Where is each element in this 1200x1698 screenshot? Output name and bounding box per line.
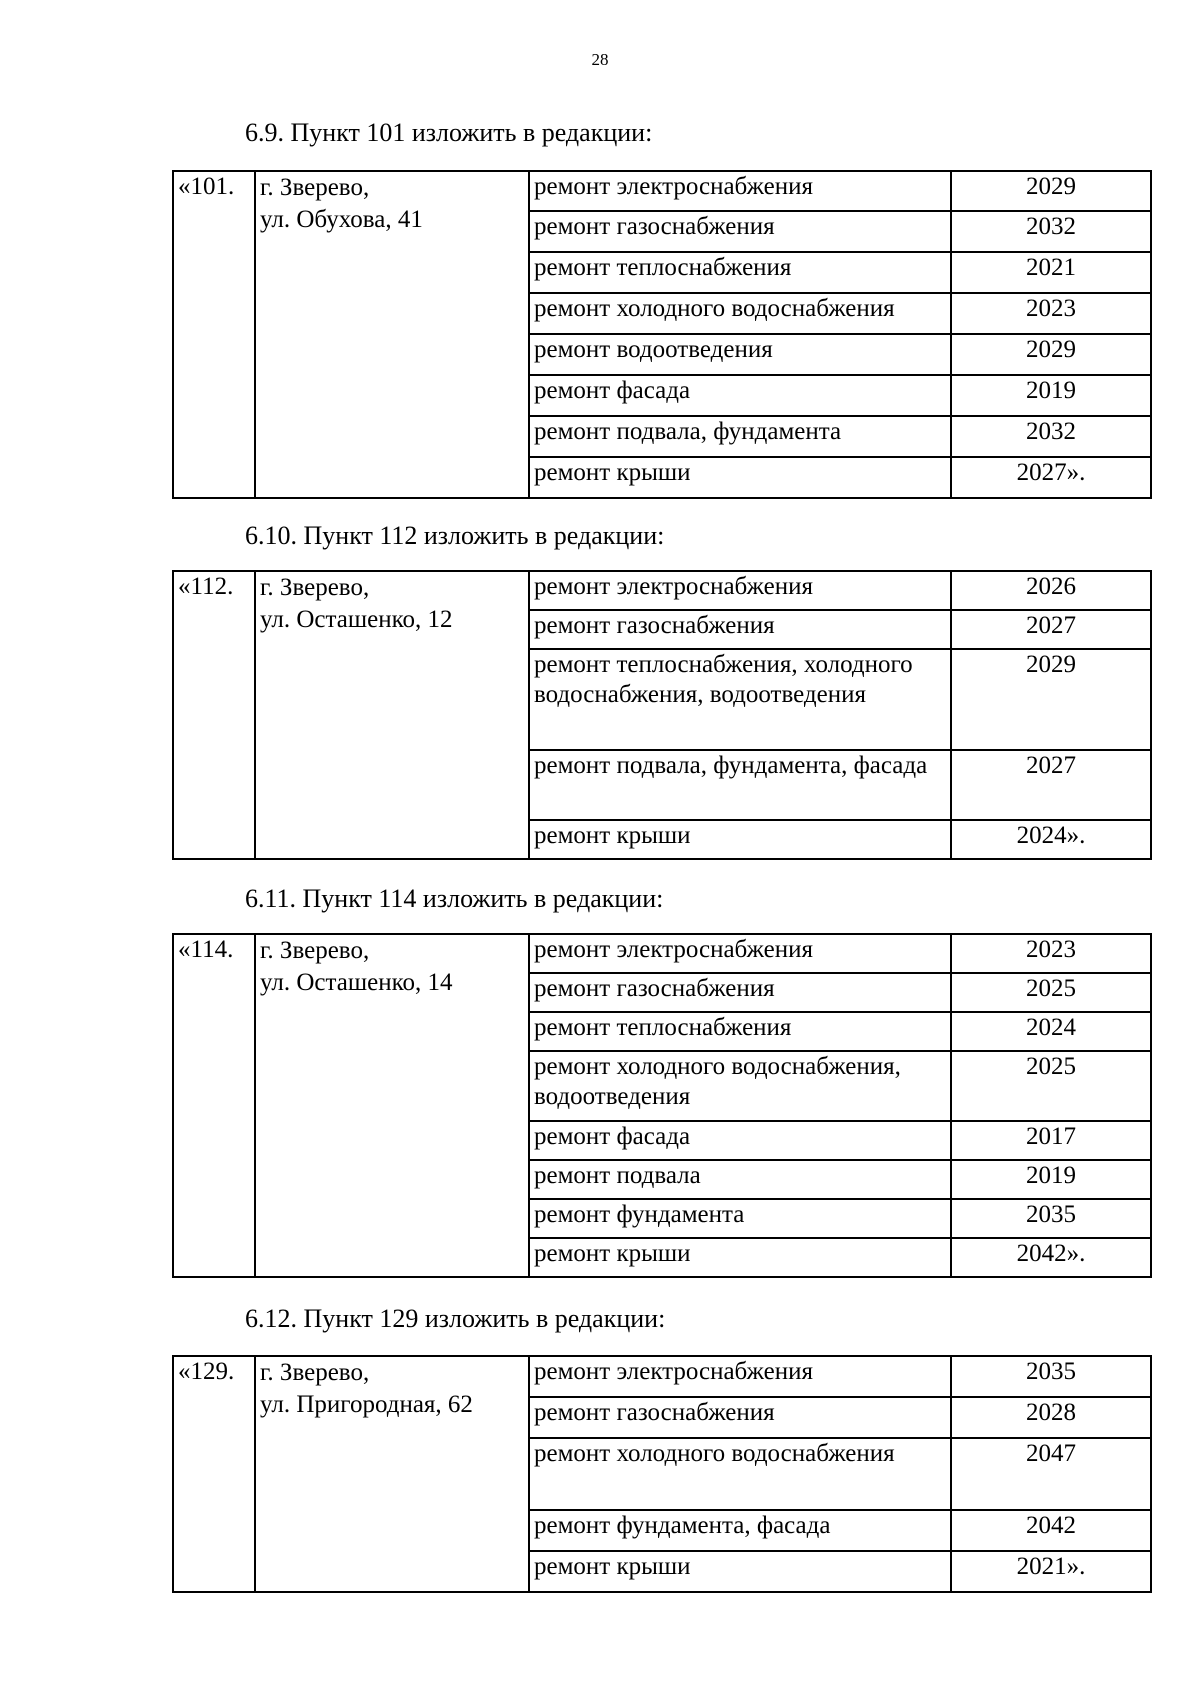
work-name: ремонт электроснабжения [529, 1356, 951, 1397]
work-name: ремонт теплоснабжения, холодного водоснабжения, водоотведения [529, 649, 951, 750]
address-city: г. Зверево, [260, 937, 370, 964]
address-street: ул. Обухова, 41 [260, 206, 423, 233]
work-name: ремонт фундамента, фасада [529, 1510, 951, 1551]
work-name: ремонт крыши [529, 820, 951, 859]
work-name: ремонт фасада [529, 1121, 951, 1160]
work-year: 2042». [951, 1238, 1151, 1277]
work-name: ремонт электроснабжения [529, 571, 951, 610]
address-city: г. Зверево, [260, 1359, 370, 1386]
work-year: 2027 [951, 610, 1151, 649]
work-name: ремонт крыши [529, 1238, 951, 1277]
work-year: 2026 [951, 571, 1151, 610]
section-heading: 6.9. Пункт 101 изложить в редакции: [245, 118, 653, 147]
work-name: ремонт газоснабжения [529, 973, 951, 1012]
amendment-table [172, 170, 1152, 499]
work-name: ремонт холодного водоснабжения [529, 1438, 951, 1510]
item-number: «112. [173, 571, 255, 859]
work-name: ремонт водоотведения [529, 334, 951, 375]
address-cell [255, 571, 529, 859]
work-year: 2023 [951, 934, 1151, 973]
work-year: 2025 [951, 1051, 1151, 1121]
work-name: ремонт теплоснабжения [529, 1012, 951, 1051]
work-year: 2027». [951, 457, 1151, 498]
address-street: ул. Осташенко, 12 [260, 606, 453, 633]
work-year: 2029 [951, 649, 1151, 750]
work-year: 2024». [951, 820, 1151, 859]
address-cell [255, 1356, 529, 1592]
work-name: ремонт теплоснабжения [529, 252, 951, 293]
work-name: ремонт холодного водоснабжения, водоотведения [529, 1051, 951, 1121]
address-cell [255, 934, 529, 1277]
address-cell [255, 171, 529, 498]
work-name: ремонт фасада [529, 375, 951, 416]
work-year: 2019 [951, 1160, 1151, 1199]
work-name: ремонт газоснабжения [529, 610, 951, 649]
work-name: ремонт подвала, фундамента, фасада [529, 750, 951, 820]
work-name: ремонт газоснабжения [529, 211, 951, 252]
work-year: 2021 [951, 252, 1151, 293]
work-year: 2027 [951, 750, 1151, 820]
amendment-table [172, 933, 1152, 1278]
work-year: 2023 [951, 293, 1151, 334]
work-year: 2032 [951, 211, 1151, 252]
work-name: ремонт подвала, фундамента [529, 416, 951, 457]
address-street: ул. Осташенко, 14 [260, 969, 453, 996]
work-name: ремонт газоснабжения [529, 1397, 951, 1438]
work-name: ремонт подвала [529, 1160, 951, 1199]
work-name: ремонт электроснабжения [529, 934, 951, 973]
work-year: 2017 [951, 1121, 1151, 1160]
work-year: 2021». [951, 1551, 1151, 1592]
section-heading: 6.12. Пункт 129 изложить в редакции: [245, 1304, 666, 1333]
address-city: г. Зверево, [260, 574, 370, 601]
work-year: 2029 [951, 171, 1151, 211]
section-heading: 6.10. Пункт 112 изложить в редакции: [245, 521, 665, 550]
work-year: 2035 [951, 1356, 1151, 1397]
work-year: 2047 [951, 1438, 1151, 1510]
address-city: г. Зверево, [260, 174, 370, 201]
address-street: ул. Пригородная, 62 [260, 1391, 473, 1418]
item-number: «101. [173, 171, 255, 498]
work-name: ремонт электроснабжения [529, 171, 951, 211]
work-year: 2029 [951, 334, 1151, 375]
section-heading: 6.11. Пункт 114 изложить в редакции: [245, 884, 664, 913]
work-name: ремонт холодного водоснабжения [529, 293, 951, 334]
work-year: 2032 [951, 416, 1151, 457]
item-number: «129. [173, 1356, 255, 1592]
work-year: 2025 [951, 973, 1151, 1012]
work-year: 2019 [951, 375, 1151, 416]
item-number: «114. [173, 934, 255, 1277]
work-year: 2024 [951, 1012, 1151, 1051]
page-number: 28 [591, 50, 609, 69]
work-year: 2028 [951, 1397, 1151, 1438]
work-name: ремонт крыши [529, 457, 951, 498]
amendment-table [172, 1355, 1152, 1593]
work-year: 2042 [951, 1510, 1151, 1551]
work-name: ремонт крыши [529, 1551, 951, 1592]
amendment-table [172, 570, 1152, 860]
work-name: ремонт фундамента [529, 1199, 951, 1238]
work-year: 2035 [951, 1199, 1151, 1238]
